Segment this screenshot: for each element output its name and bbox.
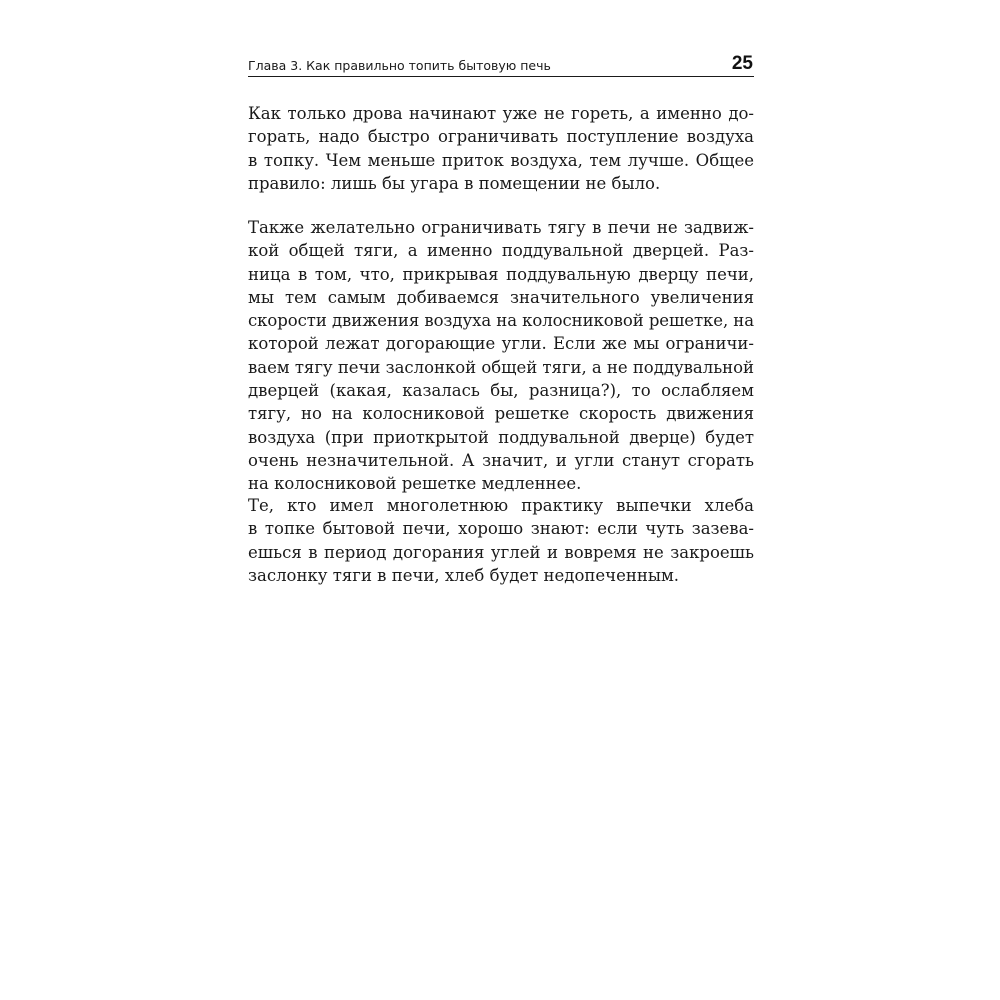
text-line: которой лежат догорающие угли. Если же мы ограничи- (248, 334, 754, 354)
text-line: ешься в период догорания углей и вовремя не закроешь (248, 542, 754, 562)
text-line: Также желательно ограничивать тягу в печи не задвиж- (248, 218, 754, 237)
text-line: правило: лишь бы угара в помещении не было. (248, 173, 661, 193)
text-line: воздуха (при приоткрытой поддувальной дверце) будет (248, 427, 754, 447)
text-line: мы тем самым добиваемся значительного увеличения (248, 287, 754, 307)
text-line: скорости движения воздуха на колосниковой решетке, на (248, 311, 754, 331)
page-header (248, 52, 754, 77)
running-head: Глава 3. Как правильно топить бытовую печь (248, 58, 551, 73)
text-line: на колосниковой решетке медленнее. (248, 474, 582, 494)
text-line: ваем тягу печи заслонкой общей тяги, а не поддувальной (248, 357, 754, 377)
text-line: в топке бытовой печи, хорошо знают: если чуть зазева- (248, 519, 754, 539)
page-number: 25 (731, 53, 753, 74)
paragraph-2 (248, 216, 754, 496)
text-line: Те, кто имел многолетнюю практику выпечки хлеба (248, 496, 754, 515)
text-line: кой общей тяги, а именно поддувальной дверцей. Раз- (248, 241, 754, 261)
text-line: горать, надо быстро ограничивать поступление воздуха (248, 127, 754, 147)
text-line: заслонку тяги в печи, хлеб будет недопеченным. (248, 565, 680, 585)
text-line: Как только дрова начинают уже не гореть, а именно до- (248, 104, 754, 123)
text-line: дверцей (какая, казалась бы, разница?), то ослабляем (248, 381, 754, 401)
paragraph-1 (248, 102, 754, 195)
text-line: ница в том, что, прикрывая поддувальную дверцу печи, (248, 264, 754, 284)
paragraph-3 (248, 494, 754, 587)
text-line: очень незначительной. А значит, и угли станут сгорать (248, 450, 754, 470)
text-line: в топку. Чем меньше приток воздуха, тем лучше. Общее (248, 150, 754, 170)
text-line: тягу, но на колосниковой решетке скорость движения (248, 404, 754, 424)
